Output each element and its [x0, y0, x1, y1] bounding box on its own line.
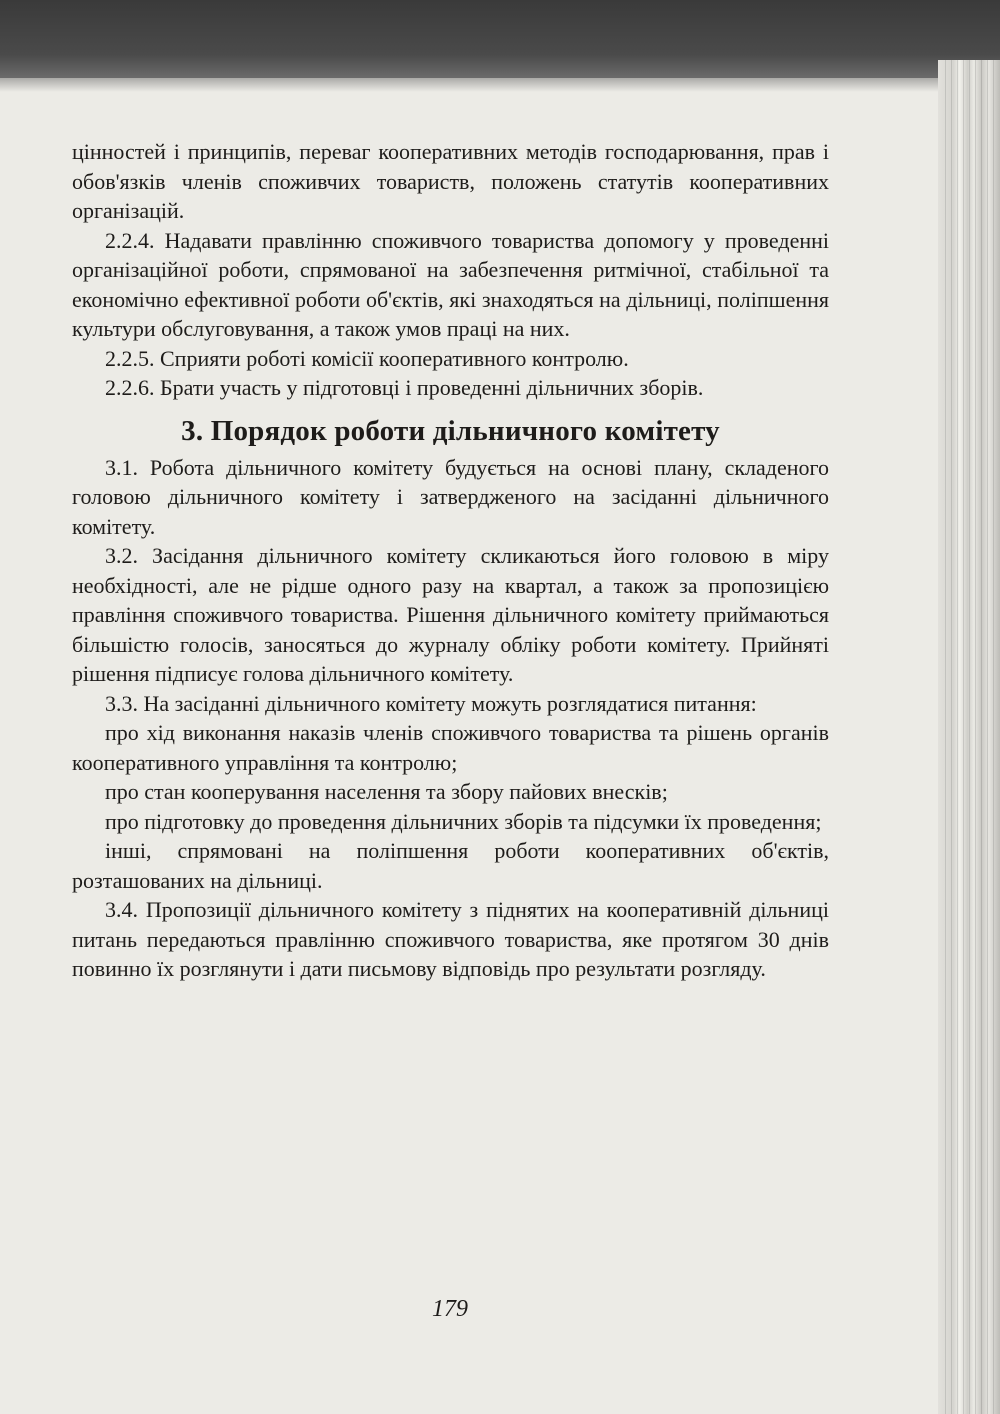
- list-item-cooperation: про стан кооперування населення та збору пайових внесків;: [105, 779, 668, 804]
- list-item-orders: про хід виконання наказів членів споживчого товариства та рішень органів кооперативного управління та контролю;: [72, 720, 829, 775]
- page-body: [72, 137, 829, 984]
- paragraph-2-2-4: 2.2.4. Надавати правлінню споживчого товариства допомогу у проведенні організаційної роботи, спрямованої на забезпечення ритмічної, стабільної та економічно ефективної роботи об'єктів, які знаходяться на дільниці, поліпшення культури обслуговування, а також умов праці на них.: [72, 227, 829, 341]
- section-heading: 3. Порядок роботи дільничного комітету: [181, 414, 720, 447]
- paragraph-3-1: 3.1. Робота дільничного комітету будується на основі плану, складеного головою дільничного комітету і затвердженого на засіданні дільничного комітету.: [72, 454, 829, 539]
- book-page-edge-lines: [940, 60, 998, 1414]
- scanner-shadow-fade: [0, 78, 1000, 92]
- paragraph-continuation: цінностей і принципів, переваг кооперативних методів господарювання, прав і обов'язків членів споживчих товариств, положень статутів кооперативних організацій.: [72, 139, 829, 223]
- page-number: 179: [432, 1296, 468, 1322]
- paragraph-2-2-5: 2.2.5. Сприяти роботі комісії кооперативного контролю.: [105, 345, 629, 371]
- list-item-other: інші, спрямовані на поліпшення роботи кооперативних об'єктів, розташованих на дільниці.: [72, 838, 829, 893]
- paragraph-3-2: 3.2. Засідання дільничного комітету скликаються його головою в міру необхідності, але не рідше одного разу на квартал, а також за пропозицією правління споживчого товариства. Рішення дільничного комітету приймаються більшістю голосів, заносяться до журналу обліку роботи комітету. Прийняті рішення підписує голова дільничного комітету.: [72, 543, 829, 686]
- paragraph-2-2-6: 2.2.6. Брати участь у підготовці і проведенні дільничних зборів.: [105, 375, 704, 400]
- scanner-shadow-band: [0, 0, 1000, 78]
- paragraph-3-4: 3.4. Пропозиції дільничного комітету з піднятих на кооперативній дільниці питань передаються правлінню споживчого товариства, яке протягом 30 днів повинно їх розглянути і дати письмову відповідь про результати розгляду.: [72, 897, 829, 981]
- list-item-meetings: про підготовку до проведення дільничних зборів та підсумки їх проведення;: [105, 808, 822, 834]
- paragraph-3-3: 3.3. На засіданні дільничного комітету можуть розглядатися питання:: [105, 690, 757, 716]
